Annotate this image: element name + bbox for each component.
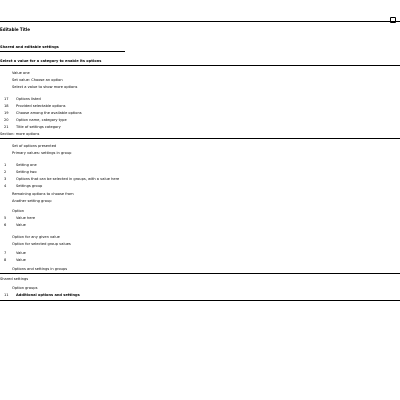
section-header: Shared and editable settings <box>0 45 59 49</box>
list-item[interactable]: Another setting group <box>12 199 52 203</box>
list-item[interactable] <box>4 183 42 189</box>
list-item[interactable]: Options and settings in groups <box>12 267 68 271</box>
item-label: Options that can be selected in groups, with a value here <box>16 177 120 181</box>
list-item[interactable] <box>4 176 119 182</box>
item-label: Additional options and settings <box>16 293 80 297</box>
list-item[interactable]: Primary values: settings in group <box>12 151 72 155</box>
item-number: 21 <box>4 125 9 129</box>
item-label: Value <box>16 251 26 255</box>
titlebar-divider <box>0 21 400 22</box>
section-header: Select a value for a category to enable its options <box>0 59 102 63</box>
list-item[interactable] <box>4 169 37 175</box>
list-item[interactable]: Remaining options to choose from <box>12 192 74 196</box>
list-item[interactable] <box>4 292 80 298</box>
item-label: Option name, category type <box>16 118 67 122</box>
item-label: Value <box>16 223 26 227</box>
window-titlebar <box>0 0 400 22</box>
item-label: Value <box>16 258 26 262</box>
list-item[interactable]: Option groups <box>12 286 38 290</box>
list-item[interactable]: Option <box>12 209 24 213</box>
list-item[interactable]: Value one <box>12 71 30 75</box>
list-item[interactable] <box>4 222 26 228</box>
list-item[interactable] <box>4 215 35 221</box>
list-item[interactable] <box>4 117 67 123</box>
item-label: Settings group <box>16 184 43 188</box>
section-divider <box>0 300 400 301</box>
item-number: 1 <box>4 163 7 167</box>
section-divider <box>0 51 125 52</box>
list-item[interactable] <box>4 162 37 168</box>
list-item[interactable]: Select a value to show more options <box>12 85 78 89</box>
list-item[interactable] <box>4 124 61 130</box>
item-number: 18 <box>4 104 9 108</box>
list-item[interactable] <box>4 103 66 109</box>
list-item[interactable]: Set value: Choose an option <box>12 78 63 82</box>
list-item[interactable] <box>4 110 82 116</box>
list-item[interactable]: Set of options presented <box>12 144 57 148</box>
section-divider <box>0 65 400 66</box>
item-number: 6 <box>4 223 7 227</box>
item-label: Choose among the available options <box>16 111 82 115</box>
item-number: 2 <box>4 170 7 174</box>
item-number: 7 <box>4 251 7 255</box>
section-divider <box>0 138 400 139</box>
item-number: 3 <box>4 177 7 181</box>
item-label: Value here <box>16 216 36 220</box>
section-header: Shared settings <box>0 277 29 281</box>
item-label: Options listed <box>16 97 41 101</box>
list-item[interactable]: Option for selected group values <box>12 242 71 246</box>
item-number: 4 <box>4 184 7 188</box>
item-number: 20 <box>4 118 9 122</box>
list-item[interactable] <box>4 96 41 102</box>
item-number: 19 <box>4 111 9 115</box>
section-header: Section: more options <box>0 132 40 136</box>
section-divider <box>0 273 400 274</box>
item-number: 11 <box>4 293 9 297</box>
item-number: 17 <box>4 97 9 101</box>
item-number: 8 <box>4 258 7 262</box>
list-item[interactable] <box>4 257 26 263</box>
close-icon[interactable] <box>390 17 396 23</box>
item-label: Provided selectable options <box>16 104 66 108</box>
page-title: Editable Title <box>0 27 31 32</box>
item-number: 5 <box>4 216 7 220</box>
list-item[interactable]: Option for any given value <box>12 235 60 239</box>
list-item[interactable] <box>4 250 26 256</box>
item-label: Setting two <box>16 170 37 174</box>
item-label: Setting one <box>16 163 37 167</box>
item-label: Title of settings category <box>16 125 61 129</box>
